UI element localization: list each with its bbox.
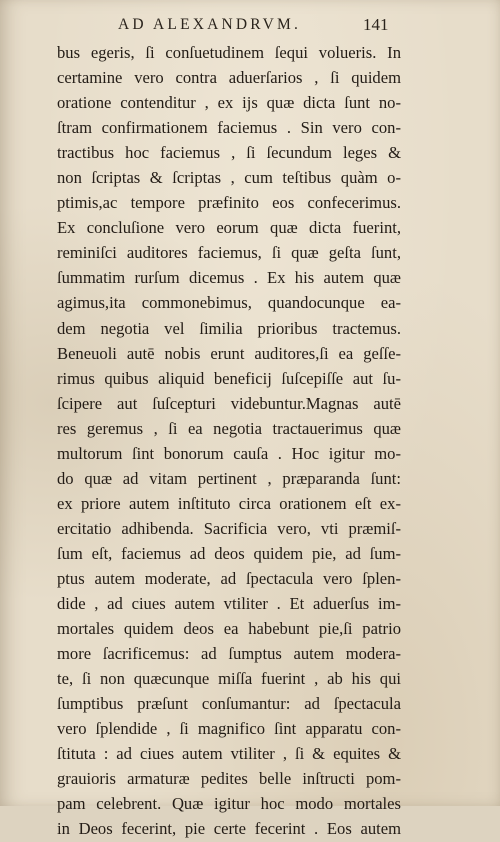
text-line: mortales quidem deos ea habebunt pie,ſi patrio <box>57 619 401 639</box>
text-line: in Deos fecerint, pie certe fecerint . Eos autem <box>57 819 401 839</box>
text-line: non ſcriptas & ſcriptas , cum teſtibus quàm o- <box>57 168 401 188</box>
text-line: ſummatim rurſum dicemus . Ex his autem quæ <box>57 268 401 288</box>
text-line: ſtram confirmationem faciemus . Sin vero con- <box>57 118 401 138</box>
text-line: more ſacrificemus: ad ſumptus autem modera- <box>57 644 401 664</box>
page-number: 141 <box>363 15 389 34</box>
text-line: ſtituta : ad ciues autem vtiliter , ſi & equites & <box>57 744 401 764</box>
text-line: Ex concluſione vero eorum quæ dicta fuerint, <box>57 218 401 238</box>
text-line: ercitatio adhibenda. Sacrificia vero, vti præmiſ- <box>57 518 401 538</box>
text-line: do quæ ad vitam pertinent , præparanda ſunt: <box>57 468 401 488</box>
body-text <box>57 40 401 842</box>
text-line: agimus,ita commonebimus, quandocunque ea- <box>57 293 401 313</box>
text-line: reminiſci auditores faciemus, ſi quæ geſta ſunt, <box>57 243 401 263</box>
text-line: certamine vero contra aduerſarios , ſi quidem <box>57 68 401 88</box>
text-line: rimus quibus aliquid beneficij ſuſcepiſſe aut ſu- <box>57 368 401 388</box>
text-line: bus egeris, ſi conſuetudinem ſequi volueris. In <box>57 43 401 62</box>
text-line: dem negotia vel ſimilia prioribus tractemus. <box>57 318 401 338</box>
text-line: res geremus , ſi ea negotia tractauerimus quæ <box>57 418 401 438</box>
text-line: ex priore autem inſtituto circa orationem eſt ex- <box>57 493 401 513</box>
text-line: multorum ſint bonorum cauſa . Hoc igitur mo- <box>57 443 401 463</box>
text-line: ptus autem moderate, ad ſpectacula vero ſplen- <box>57 568 401 588</box>
text-line: ptimis,ac tempore præfinito eos confecerimus. <box>57 193 401 213</box>
text-line: oratione contenditur , ex ijs quæ dicta ſunt no- <box>57 93 401 113</box>
text-line: ſumptibus præſunt conſumantur: ad ſpectacula <box>57 694 401 714</box>
running-title: AD ALEXANDRVM. <box>118 16 302 33</box>
text-line: ſcipere aut ſuſcepturi videbuntur.Magnas autē <box>57 393 401 413</box>
text-line: ſum eſt, faciemus ad deos quidem pie, ad ſum- <box>57 543 401 563</box>
running-head <box>0 12 500 38</box>
text-line: tractibus hoc faciemus , ſi ſecundum leges & <box>57 143 401 163</box>
text-line: pam celebrent. Quæ igitur hoc modo mortales <box>57 794 401 814</box>
text-line: te, ſi non quæcunque miſſa fuerint , ab his qui <box>57 669 401 689</box>
text-line: grauioris armaturæ pedites belle inſtructi pom- <box>57 769 401 789</box>
text-line: vero ſplendide , ſi magnifico ſint apparatu con- <box>57 719 401 739</box>
text-line: Beneuoli autē nobis erunt auditores,ſi ea geſſe- <box>57 343 401 363</box>
text-line: dide , ad ciues autem vtiliter . Et aduerſus im- <box>57 594 401 614</box>
